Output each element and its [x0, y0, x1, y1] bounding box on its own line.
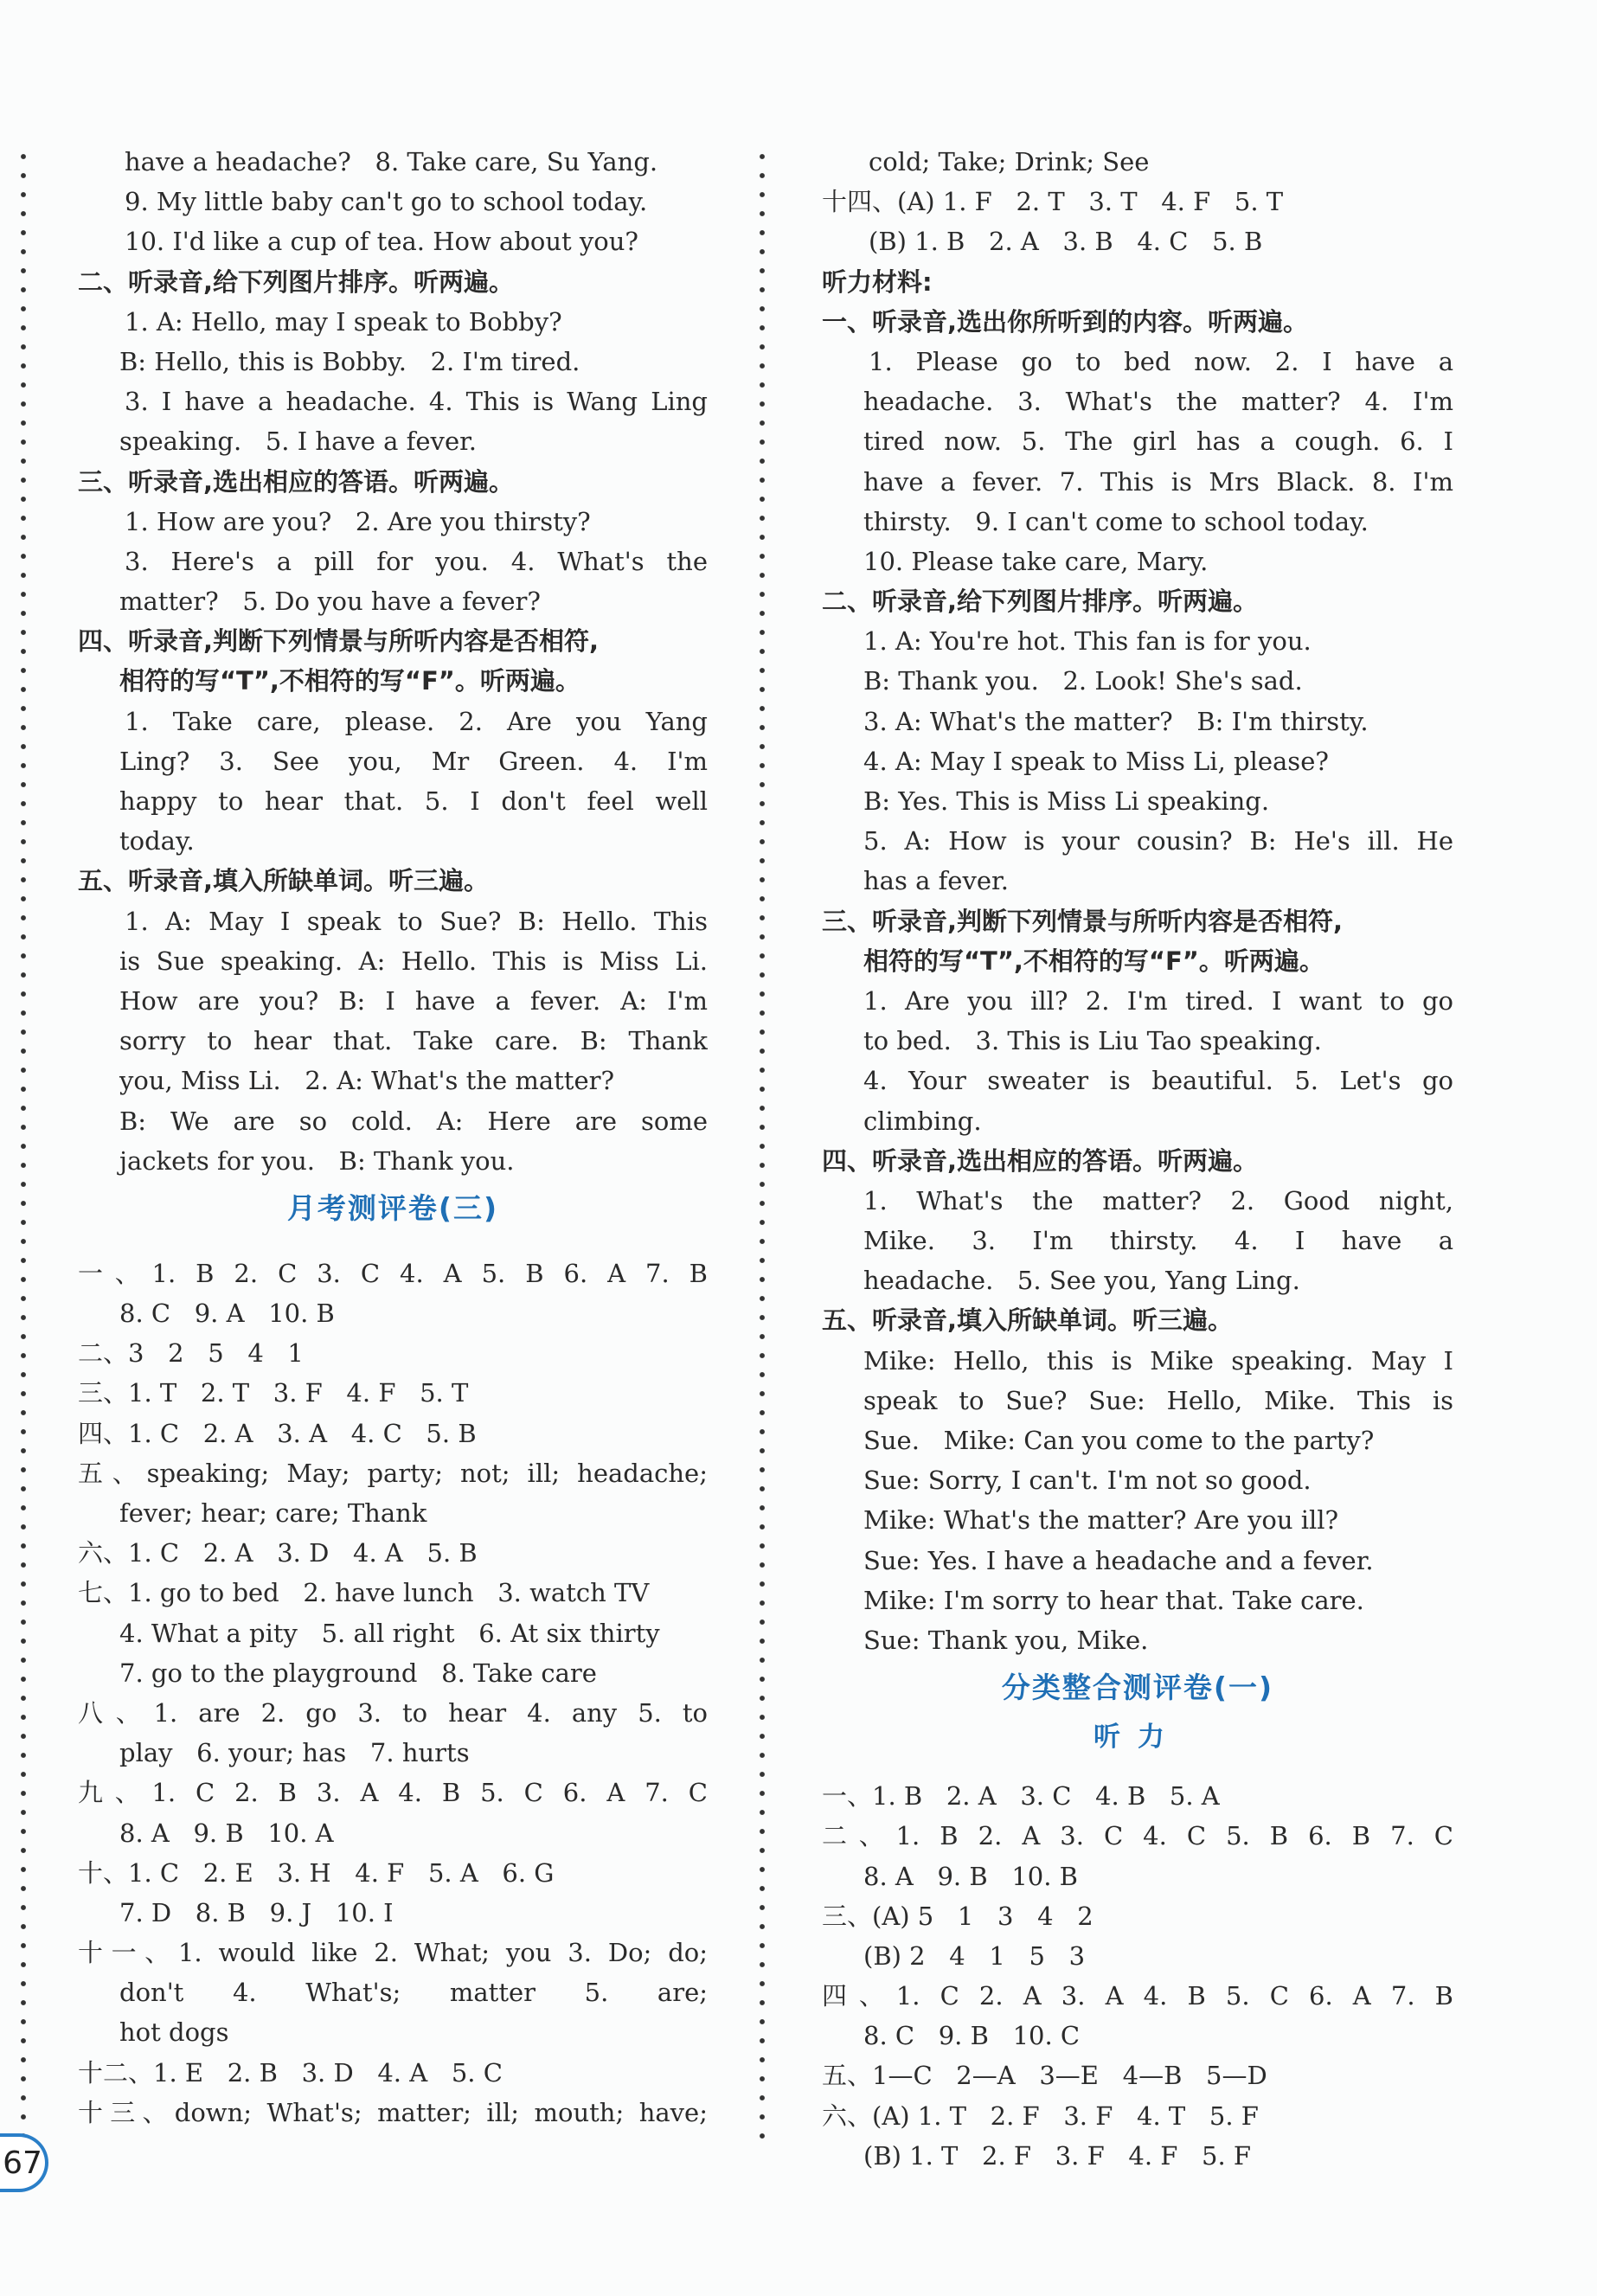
test-title: 听力: [1094, 1722, 1182, 1754]
text-line: you, Miss Li. 2. A: What's the matter?: [119, 1066, 615, 1096]
text-line: B: Yes. This is Miss Li speaking.: [863, 786, 1270, 816]
text-line: 3. Here's a pill for you. 4. What's the: [125, 546, 708, 576]
text-line: thirsty. 9. I can't come to school today.: [863, 506, 1369, 536]
text-line: today.: [119, 826, 195, 856]
text-line: 四、1. C 2. A 3. A 4. C 5. B: [78, 1418, 477, 1448]
text-line: B: We are so cold. A: Here are some: [119, 1106, 708, 1136]
text-line: 1. Take care, please. 2. Are you Yang: [125, 706, 708, 736]
text-line: 1. A: Hello, may I speak to Bobby?: [125, 306, 562, 337]
text-line: have a fever. 7. This is Mrs Black. 8. I'm: [863, 466, 1453, 497]
text-line: 5. A: How is your cousin? B: He's ill. He: [863, 826, 1453, 856]
text-line: 7. D 8. B 9. J 10. I: [119, 1897, 394, 1927]
text-line: Mike: I'm sorry to hear that. Take care.: [863, 1585, 1364, 1615]
text-line: Sue: Yes. I have a headache and a fever.: [863, 1545, 1374, 1575]
text-line: 1. A: May I speak to Sue? B: Hello. This: [125, 906, 708, 936]
text-line: don't 4. What's; matter 5. are;: [119, 1978, 708, 2008]
text-line: 4. Your sweater is beautiful. 5. Let's go: [863, 1066, 1453, 1096]
text-line: Sue: Sorry, I can't. I'm not so good.: [863, 1465, 1312, 1496]
text-line: 三、1. T 2. T 3. F 4. F 5. T: [78, 1378, 469, 1408]
column-divider-dots: [758, 147, 766, 2145]
text-line: 九、1. C 2. B 3. A 4. B 5. C 6. A 7. C: [78, 1778, 708, 1808]
text-line: 二、3 2 5 4 1: [78, 1338, 304, 1369]
text-line: 六、1. C 2. A 3. D 4. A 5. B: [78, 1538, 478, 1568]
section-heading: 一、听录音,选出你所听到的内容。听两遍。: [822, 306, 1309, 337]
text-line: 8. A 9. B 10. B: [863, 1861, 1078, 1891]
section-heading: 听力材料:: [822, 266, 933, 297]
text-line: 七、1. go to bed 2. have lunch 3. watch TV: [78, 1578, 650, 1608]
text-line: headache. 5. See you, Yang Ling.: [863, 1266, 1300, 1296]
text-line: Sue: Thank you, Mike.: [863, 1625, 1149, 1655]
section-heading: 四、听录音,选出相应的答语。听两遍。: [822, 1145, 1259, 1176]
text-line: 十一、1. would like 2. What; you 3. Do; do;: [78, 1938, 708, 1968]
section-heading: 四、听录音,判断下列情景与所听内容是否相符,: [78, 626, 600, 657]
text-line: 十二、1. E 2. B 3. D 4. A 5. C: [78, 2057, 503, 2088]
text-line: to bed. 3. This is Liu Tao speaking.: [863, 1026, 1322, 1056]
text-line: 4. What a pity 5. all right 6. At six thirty: [119, 1618, 660, 1648]
text-line: How are you? B: I have a fever. A: I'm: [119, 985, 708, 1016]
text-line: 一、1. B 2. C 3. C 4. A 5. B 6. A 7. B: [78, 1258, 708, 1288]
text-line: 八、1. are 2. go 3. to hear 4. any 5. to: [78, 1697, 708, 1728]
text-line: 六、(A) 1. T 2. F 3. F 4. T 5. F: [822, 2100, 1259, 2131]
text-line: 一、1. B 2. A 3. C 4. B 5. A: [822, 1781, 1220, 1812]
spacer: [78, 1236, 708, 1254]
text-line: 十、1. C 2. E 3. H 4. F 5. A 6. G: [78, 1857, 555, 1888]
text-line: happy to hear that. 5. I don't feel well: [119, 786, 708, 816]
text-line: Sue. Mike: Can you come to the party?: [863, 1426, 1375, 1455]
page-number-badge: [0, 2133, 48, 2192]
left-answer-column: [78, 142, 708, 2132]
text-line: (B) 2 4 1 5 3: [863, 1940, 1086, 1971]
text-line: play 6. your; has 7. hurts: [119, 1738, 470, 1768]
text-line: 3. I have a headache. 4. This is Wang Ling: [125, 387, 708, 417]
text-line: 三、(A) 5 1 3 4 2: [822, 1901, 1094, 1931]
text-line: 10. Please take care, Mary.: [863, 546, 1209, 576]
text-line: B: Hello, this is Bobby. 2. I'm tired.: [119, 346, 580, 376]
text-line: 十三、down; What's; matter; ill; mouth; have;: [78, 2097, 708, 2127]
text-line: hot dogs: [119, 2017, 229, 2048]
text-line: have a headache? 8. Take care, Su Yang.: [125, 147, 658, 176]
section-heading: 二、听录音,给下列图片排序。听两遍。: [822, 587, 1259, 617]
text-line: climbing.: [863, 1106, 982, 1136]
text-line: 1. What's the matter? 2. Good night,: [863, 1185, 1453, 1215]
text-line: 1. How are you? 2. Are you thirsty?: [125, 506, 591, 536]
page-number: 67: [3, 2145, 42, 2181]
section-heading: 三、听录音,判断下列情景与所听内容是否相符,: [822, 906, 1344, 936]
text-line: 8. A 9. B 10. A: [119, 1818, 334, 1848]
text-line: 10. I'd like a cup of tea. How about you?: [125, 227, 638, 257]
text-line: 1. Please go to bed now. 2. I have a: [869, 346, 1453, 376]
text-line: Mike. 3. I'm thirsty. 4. I have a: [863, 1226, 1453, 1256]
text-line: speak to Sue? Sue: Hello, Mike. This is: [863, 1385, 1453, 1415]
text-line: matter? 5. Do you have a fever?: [119, 587, 541, 617]
section-heading: 五、听录音,填入所缺单词。听三遍。: [822, 1305, 1234, 1336]
text-line: (B) 1. T 2. F 3. F 4. F 5. F: [863, 2140, 1252, 2171]
text-line: 五、speaking; May; party; not; ill; headache;: [78, 1458, 708, 1488]
text-line: 十四、(A) 1. F 2. T 3. T 4. F 5. T: [822, 187, 1284, 217]
text-line: sorry to hear that. Take care. B: Thank: [119, 1026, 708, 1056]
text-line: 1. Are you ill? 2. I'm tired. I want to go: [863, 985, 1453, 1016]
text-line: Mike: Hello, this is Mike speaking. May I: [863, 1345, 1453, 1376]
text-line: jackets for you. B: Thank you.: [119, 1145, 515, 1176]
text-line: 五、1—C 2—A 3—E 4—B 5—D: [822, 2061, 1267, 2091]
text-line: fever; hear; care; Thank: [119, 1498, 427, 1528]
section-heading: 三、听录音,选出相应的答语。听两遍。: [78, 466, 515, 497]
text-line: is Sue speaking. A: Hello. This is Miss Li.: [119, 946, 708, 976]
text-line: 四、1. C 2. A 3. A 4. B 5. C 6. A 7. B: [822, 1981, 1453, 2011]
text-line: tired now. 5. The girl has a cough. 6. I: [863, 426, 1453, 457]
section-heading: 五、听录音,填入所缺单词。听三遍。: [78, 866, 490, 896]
text-line: 8. C 9. A 10. B: [119, 1299, 335, 1329]
text-line: 8. C 9. B 10. C: [863, 2021, 1081, 2051]
section-heading: 相符的写“T”,不相符的写“F”。听两遍。: [863, 946, 1324, 976]
text-line: 3. A: What's the matter? B: I'm thirsty.: [863, 706, 1369, 736]
text-line: has a fever.: [863, 866, 1009, 896]
test-title: 分类整合测评卷(一): [1001, 1671, 1274, 1705]
text-line: (B) 1. B 2. A 3. B 4. C 5. B: [869, 227, 1263, 257]
section-heading: 二、听录音,给下列图片排序。听两遍。: [78, 266, 515, 297]
text-line: 9. My little baby can't go to school today.: [125, 187, 648, 217]
test-title: 月考测评卷(三): [286, 1190, 499, 1225]
spacer: [822, 1759, 1453, 1776]
right-answer-column: [822, 142, 1453, 2176]
text-line: 二、1. B 2. A 3. C 4. C 5. B 6. B 7. C: [822, 1821, 1453, 1851]
text-line: Ling? 3. See you, Mr Green. 4. I'm: [119, 746, 708, 776]
text-line: cold; Take; Drink; See: [869, 147, 1150, 176]
section-heading: 相符的写“T”,不相符的写“F”。听两遍。: [119, 666, 580, 696]
text-line: 7. go to the playground 8. Take care: [119, 1658, 597, 1688]
text-line: headache. 3. What's the matter? 4. I'm: [863, 387, 1453, 417]
text-line: speaking. 5. I have a fever.: [119, 426, 477, 457]
text-line: Mike: What's the matter? Are you ill?: [863, 1505, 1339, 1536]
text-line: 1. A: You're hot. This fan is for you.: [863, 626, 1312, 657]
left-binding-dots: [19, 147, 28, 2145]
text-line: 4. A: May I speak to Miss Li, please?: [863, 746, 1329, 776]
text-line: B: Thank you. 2. Look! She's sad.: [863, 666, 1303, 696]
